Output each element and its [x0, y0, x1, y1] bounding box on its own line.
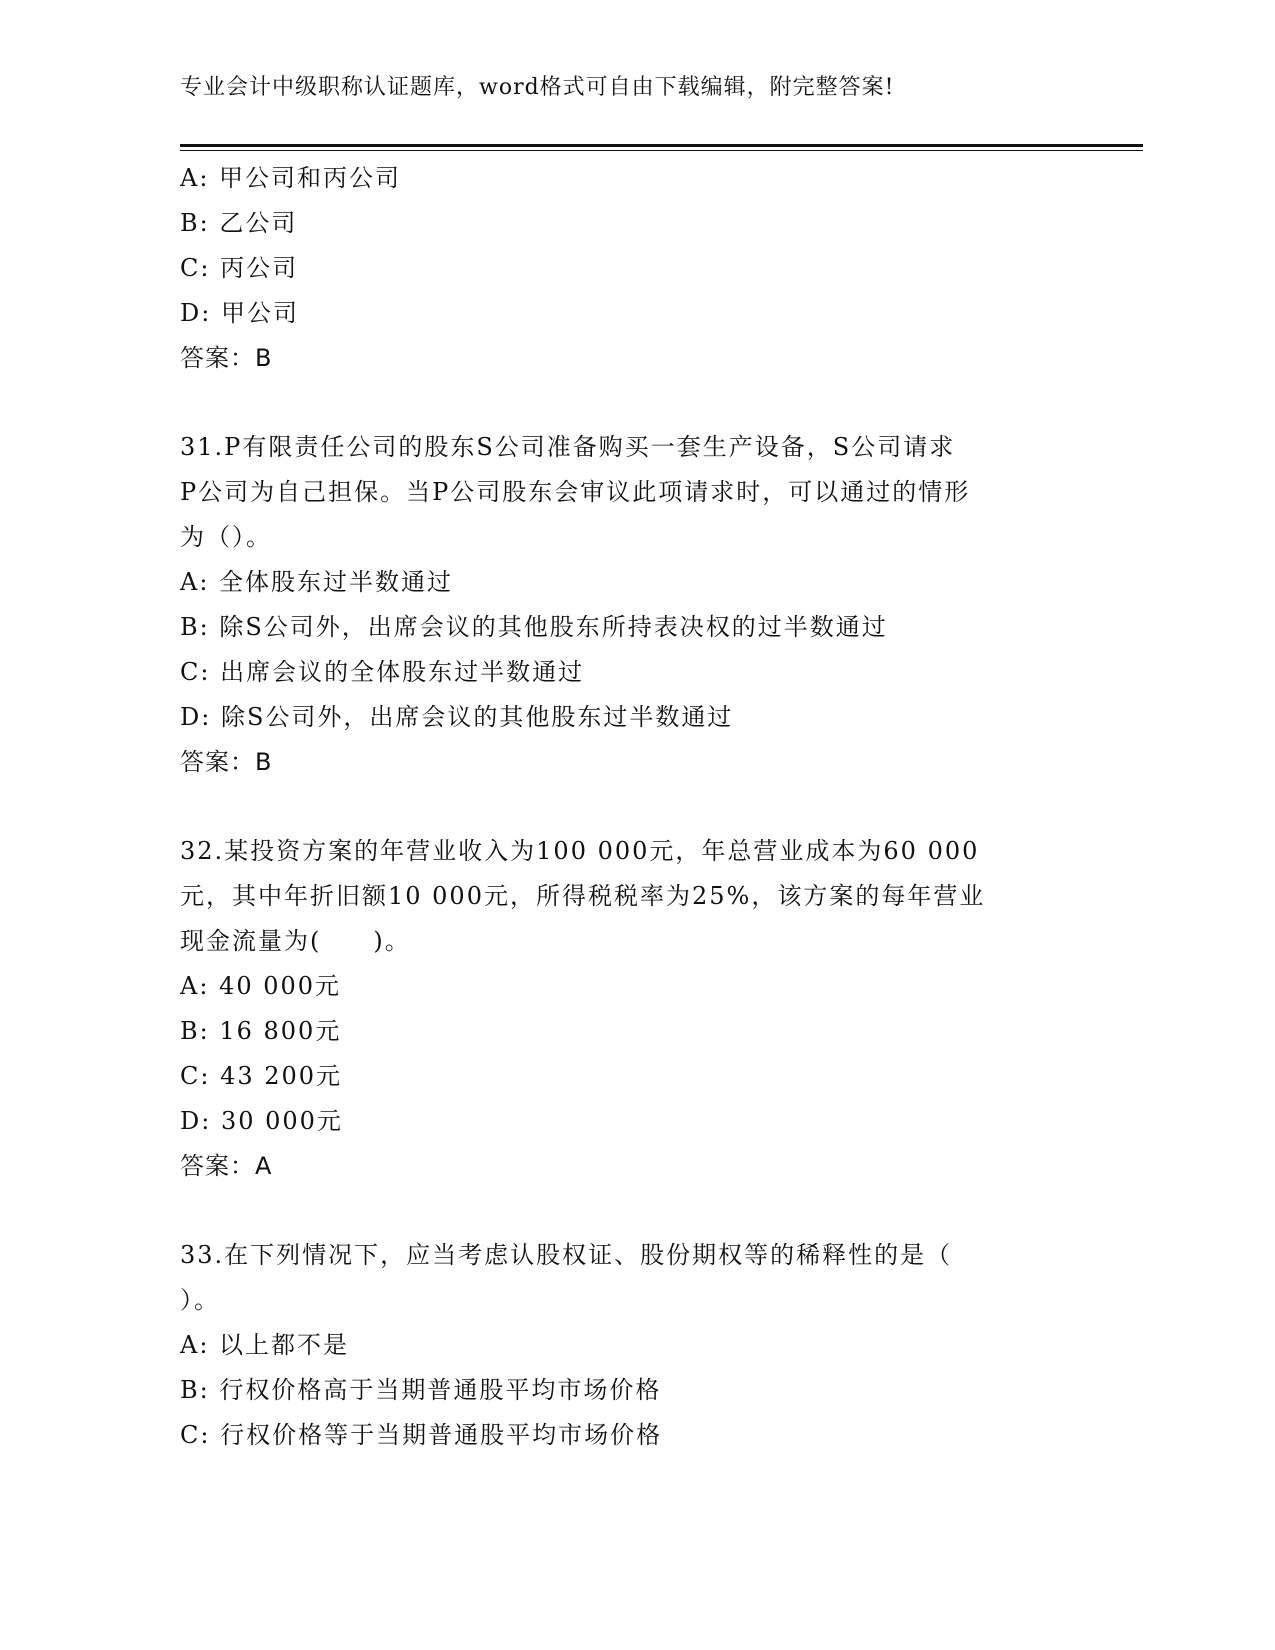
option-a: A: 全体股东过半数通过	[180, 568, 454, 596]
question-30-continuation	[180, 156, 1120, 381]
option-b: B: 16 800元	[180, 1017, 342, 1045]
stem-line: 为（）。	[180, 523, 272, 551]
answer: 答案：B	[180, 748, 273, 776]
stem-line: 32.某投资方案的年营业收入为100 000元，年总营业成本为60 000	[180, 837, 980, 865]
question-stem	[180, 425, 1120, 560]
option-c: C: 43 200元	[180, 1062, 343, 1090]
stem-line: 元，其中年折旧额10 000元，所得税税率为25%，该方案的每年营业	[180, 882, 986, 910]
answer: 答案：B	[180, 344, 273, 372]
option-a: A: 以上都不是	[180, 1331, 350, 1359]
stem-line: 31.P有限责任公司的股东S公司准备购买一套生产设备，S公司请求	[180, 433, 956, 461]
option-b: B: 行权价格高于当期普通股平均市场价格	[180, 1376, 662, 1404]
header-rule-thick	[180, 144, 1143, 147]
option-a: A: 甲公司和丙公司	[180, 164, 402, 192]
option-c: C: 丙公司	[180, 254, 299, 282]
answer: 答案：A	[180, 1152, 273, 1180]
option-d: D: 甲公司	[180, 299, 299, 327]
question-stem	[180, 1233, 1120, 1323]
option-b: B: 除S公司外，出席会议的其他股东所持表决权的过半数通过	[180, 613, 888, 641]
document-body	[180, 156, 1120, 1458]
option-d: D: 30 000元	[180, 1107, 343, 1135]
option-d: D: 除S公司外，出席会议的其他股东过半数通过	[180, 703, 734, 731]
question-32	[180, 829, 1120, 1189]
option-b: B: 乙公司	[180, 209, 298, 237]
stem-line: ）。	[180, 1286, 220, 1314]
question-33	[180, 1233, 1120, 1458]
option-c: C: 行权价格等于当期普通股平均市场价格	[180, 1421, 663, 1449]
question-31	[180, 425, 1120, 785]
stem-line: 33.在下列情况下，应当考虑认股权证、股份期权等的稀释性的是（	[180, 1241, 953, 1269]
page-header: 专业会计中级职称认证题库，word格式可自由下载编辑，附完整答案!	[180, 75, 895, 100]
stem-line: 现金流量为( )。	[180, 927, 411, 955]
question-stem	[180, 829, 1120, 964]
option-c: C: 出席会议的全体股东过半数通过	[180, 658, 585, 686]
option-a: A: 40 000元	[180, 972, 342, 1000]
header-rule-thin	[180, 150, 1143, 151]
stem-line: P公司为自己担保。当P公司股东会审议此项请求时，可以通过的情形	[180, 478, 971, 506]
